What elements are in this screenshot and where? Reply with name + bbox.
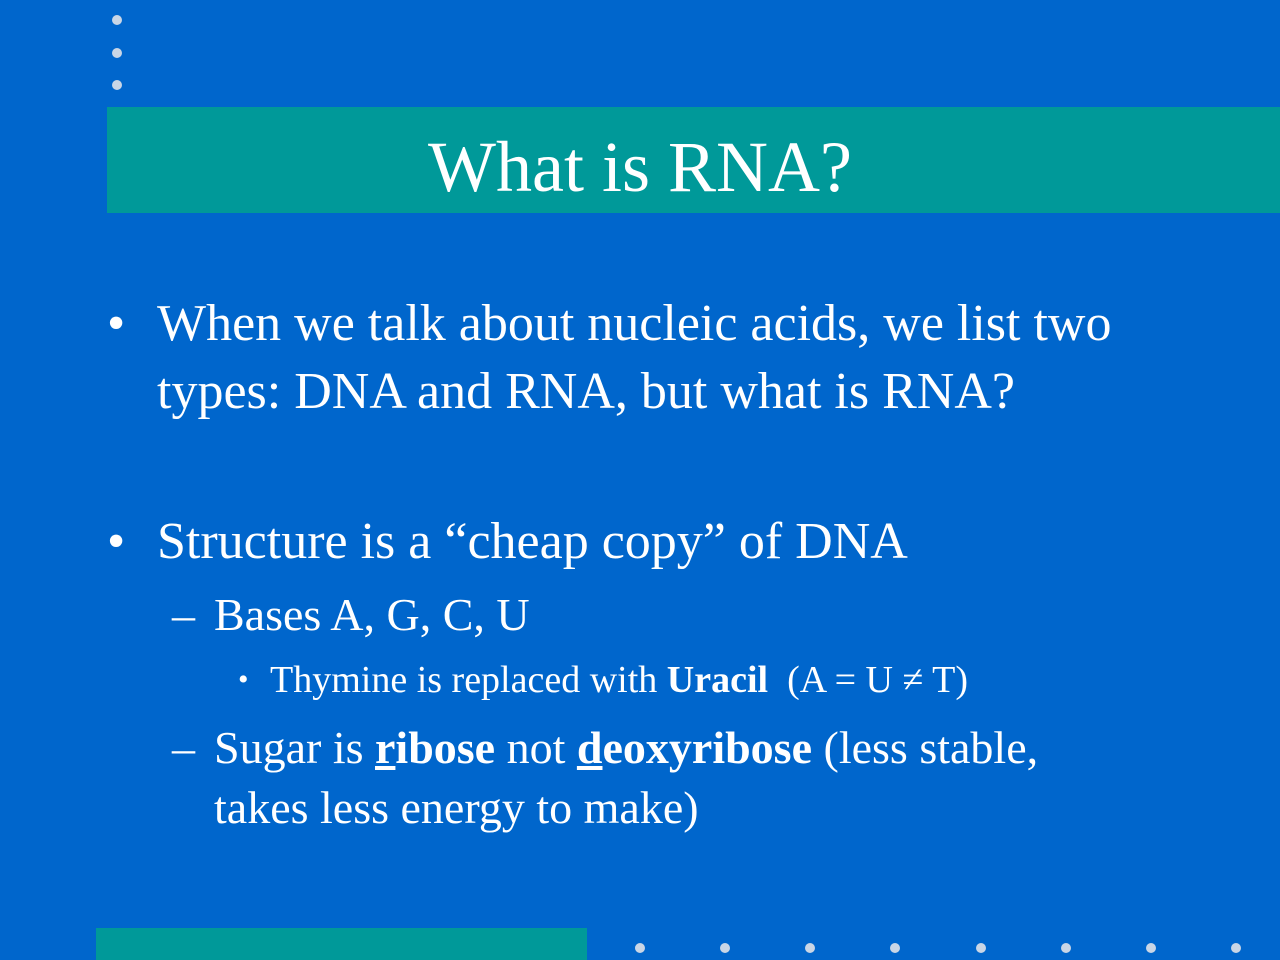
decor-dot (112, 80, 122, 90)
decor-dot (1061, 943, 1071, 953)
small-bullet-marker: • (238, 663, 249, 696)
bullet-nucleic-acids (107, 290, 1137, 426)
decor-dot (890, 943, 900, 953)
dash-marker: – (172, 589, 195, 640)
decor-dot (720, 943, 730, 953)
sub-bullet-text: Bases A, G, C, U (214, 589, 530, 640)
ribose-rest: ibose (395, 722, 496, 773)
ribose-first-letter: r (375, 722, 396, 773)
deoxyribose-rest: eoxyribose (602, 722, 812, 773)
pairing-note: (A = U ≠ T) (768, 659, 969, 701)
sub-bullet-bases (172, 585, 1114, 645)
slide-title: What is RNA? (428, 127, 852, 207)
decor-dot (635, 943, 645, 953)
thymine-prefix: Thymine is replaced with (270, 659, 667, 701)
bottom-band (96, 928, 587, 960)
uracil-first-letter: U (666, 659, 695, 701)
decor-dot (112, 15, 122, 25)
bullet-text: When we talk about nucleic acids, we list two types: DNA and RNA, but what is RNA? (157, 295, 1112, 420)
uracil-rest: racil (694, 659, 769, 701)
sub-sub-bullet-thymine (238, 656, 1170, 704)
deoxyribose-first-letter: d (576, 722, 603, 773)
decor-dot (805, 943, 815, 953)
sub-bullet-sugar (172, 718, 1134, 838)
decor-dot (976, 943, 986, 953)
bullet-text: Structure is a “cheap copy” of DNA (157, 513, 908, 570)
dash-marker: – (172, 722, 195, 773)
bullet-structure (107, 508, 1157, 576)
sugar-suffix: (less stable, takes less energy to make) (214, 722, 1039, 833)
decor-dot (112, 48, 122, 58)
decor-dot (1231, 943, 1241, 953)
bullet-marker: • (107, 513, 126, 570)
sugar-prefix: Sugar is (214, 722, 375, 773)
sugar-middle: not (495, 722, 577, 773)
decor-dot (1146, 943, 1156, 953)
bullet-marker: • (107, 295, 126, 352)
